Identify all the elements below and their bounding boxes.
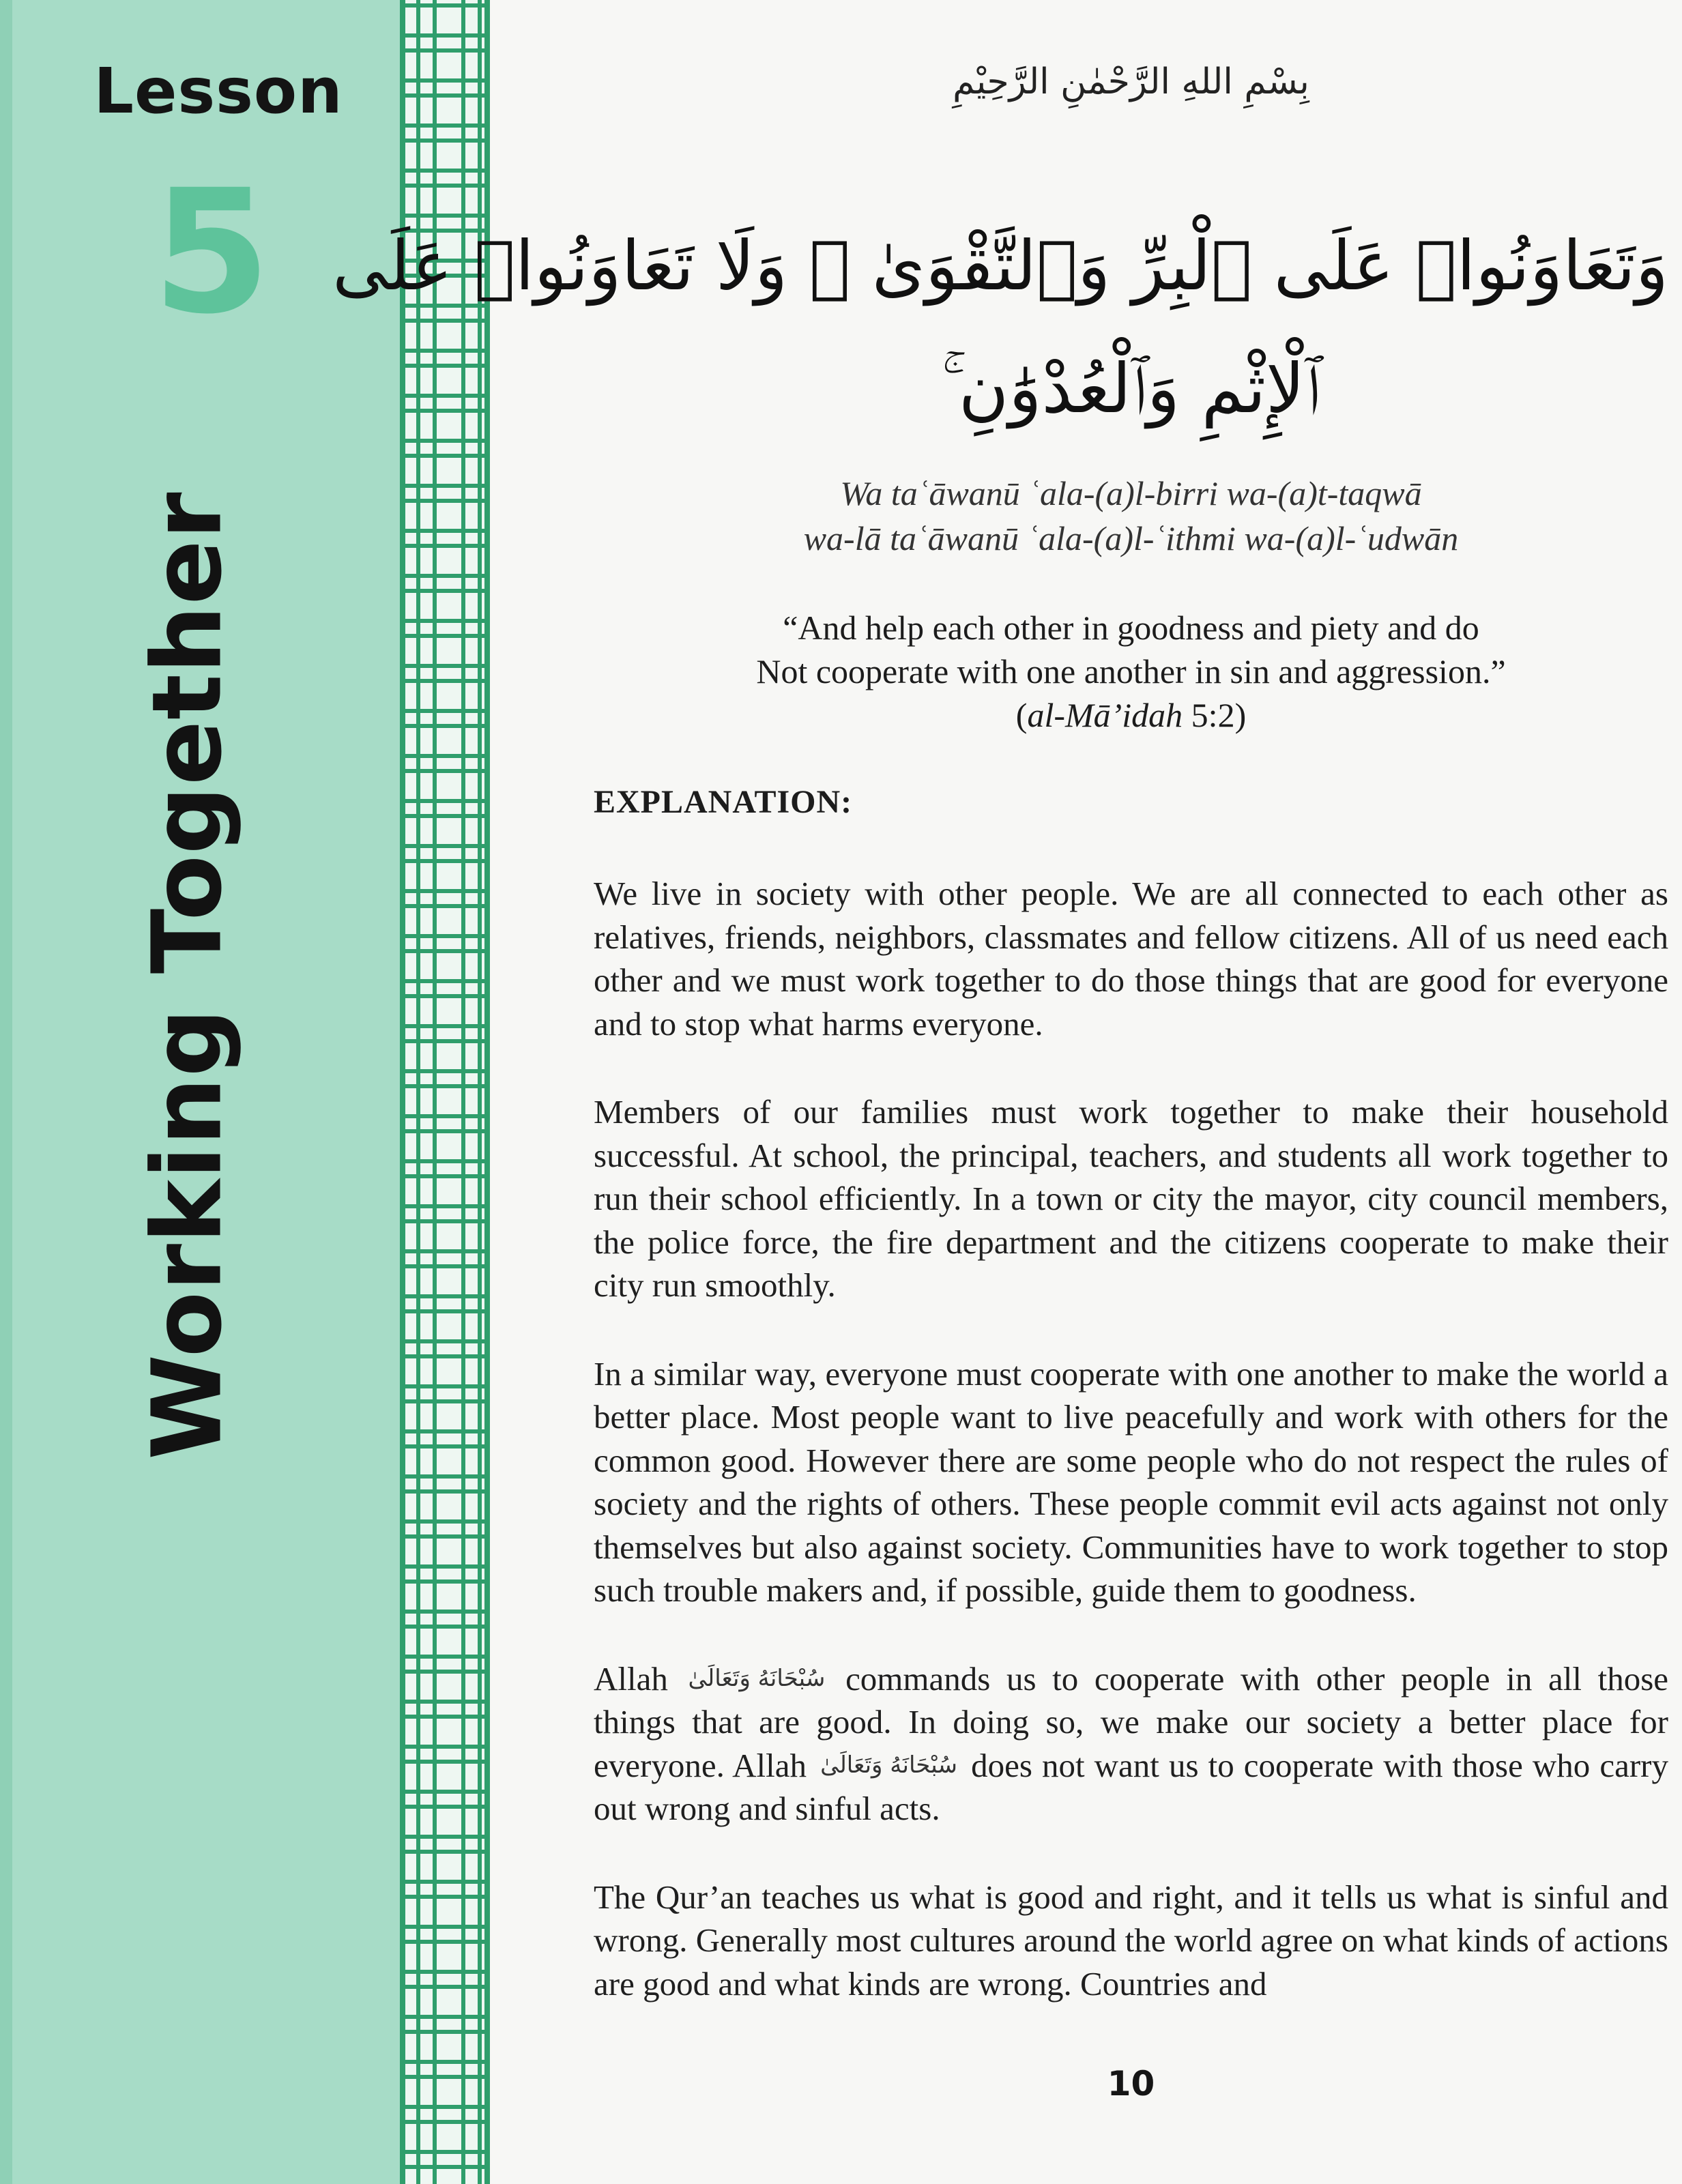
- paragraph-4: [594, 1657, 1668, 1831]
- sidebar-edge: [0, 0, 12, 2184]
- citation-open: (: [1015, 696, 1028, 734]
- transliteration-line-2: wa-lā taʿāwanū ʿala-(a)l-ʿithmi wa-(a)l-ʿudwān: [803, 519, 1459, 557]
- lesson-number: 5: [152, 153, 271, 351]
- paragraph-5: The Qur’an teaches us what is good and right, and it tells us what is sinful and wrong. Generally most cultures around the world agree on what kinds of actions are good and what kinds are wrong. Countries and: [594, 1878, 1668, 2003]
- paragraph-1: We live in society with other people. We are all connected to each other as relatives, friends, neighbors, classmates and fellow citizens. All of us need each other and we must work together to do those things that are good for everyone and to stop what harms everyone.: [594, 875, 1668, 1043]
- verse-arabic: [332, 205, 1668, 450]
- honorific-glyph: سُبْحَانَهُ وَتَعَالَىٰ: [820, 1751, 958, 1779]
- paragraph-4-part-b: commands us to cooperate with other people in all those things that are good. In doing so, we make our society a better place for everyone. Allah: [594, 1659, 1669, 1784]
- basmala-header: بِسْمِ اللهِ الرَّحْمٰنِ الرَّحِيْمِ: [953, 61, 1309, 102]
- lesson-label: Lesson: [93, 55, 343, 128]
- verse-arabic-line-1: وَتَعَاوَنُوا۟ عَلَى ٱلْبِرِّ وَٱلتَّقْوَىٰ ۖ وَلَا تَعَاوَنُوا۟ عَلَى: [332, 226, 1668, 306]
- page-number: 10: [1107, 2064, 1155, 2103]
- transliteration-line-1: Wa taʿāwanū ʿala-(a)l-birri wa-(a)t-taqwā: [840, 474, 1422, 512]
- decorative-meander-border: [400, 0, 490, 2184]
- lesson-title-container: [133, 478, 242, 1474]
- verse-citation: [594, 693, 1668, 737]
- verse-translation: [594, 606, 1668, 737]
- verse-arabic-line-2: ٱلْإِثْمِ وَٱلْعُدْوَٰنِ ۚ: [941, 349, 1321, 428]
- lesson-title: Working Together: [132, 491, 244, 1460]
- lesson-sidebar: [0, 0, 400, 2184]
- explanation-heading: EXPLANATION:: [594, 784, 853, 820]
- verse-transliteration: [594, 471, 1668, 561]
- translation-line-2: Not cooperate with one another in sin and aggression.”: [756, 652, 1506, 690]
- honorific-glyph: سُبْحَانَهُ وَتَعَالَىٰ: [688, 1664, 826, 1692]
- translation-line-1: “And help each other in goodness and piety and do: [783, 609, 1479, 647]
- citation-reference: 5:2): [1183, 696, 1247, 734]
- page-content: [332, 0, 1669, 2184]
- explanation-body: [594, 872, 1668, 2050]
- paragraph-4-part-c: does not want us to cooperate with those who carry out wrong and sinful acts.: [594, 1746, 1668, 1827]
- paragraph-2: Members of our families must work together to make their household successful. At school, the principal, teachers, and students all work together to run their school efficiently. In a town or city the mayor, city council members, the police force, the fire department and the citizens cooperate to make their city run smoothly.: [594, 1093, 1668, 1304]
- citation-source: al-Mā’idah: [1027, 696, 1183, 734]
- paragraph-4-part-a: Allah: [594, 1659, 668, 1698]
- paragraph-3: In a similar way, everyone must cooperate with one another to make the world a better place. Most people want to live peacefully and work with others for the common good. However there are some people who do not respect the rules of society and the rights of others. These people commit evil acts against not only themselves but also against society. Communities have to work together to stop such trouble makers and, if possible, guide them to goodness.: [594, 1354, 1668, 1609]
